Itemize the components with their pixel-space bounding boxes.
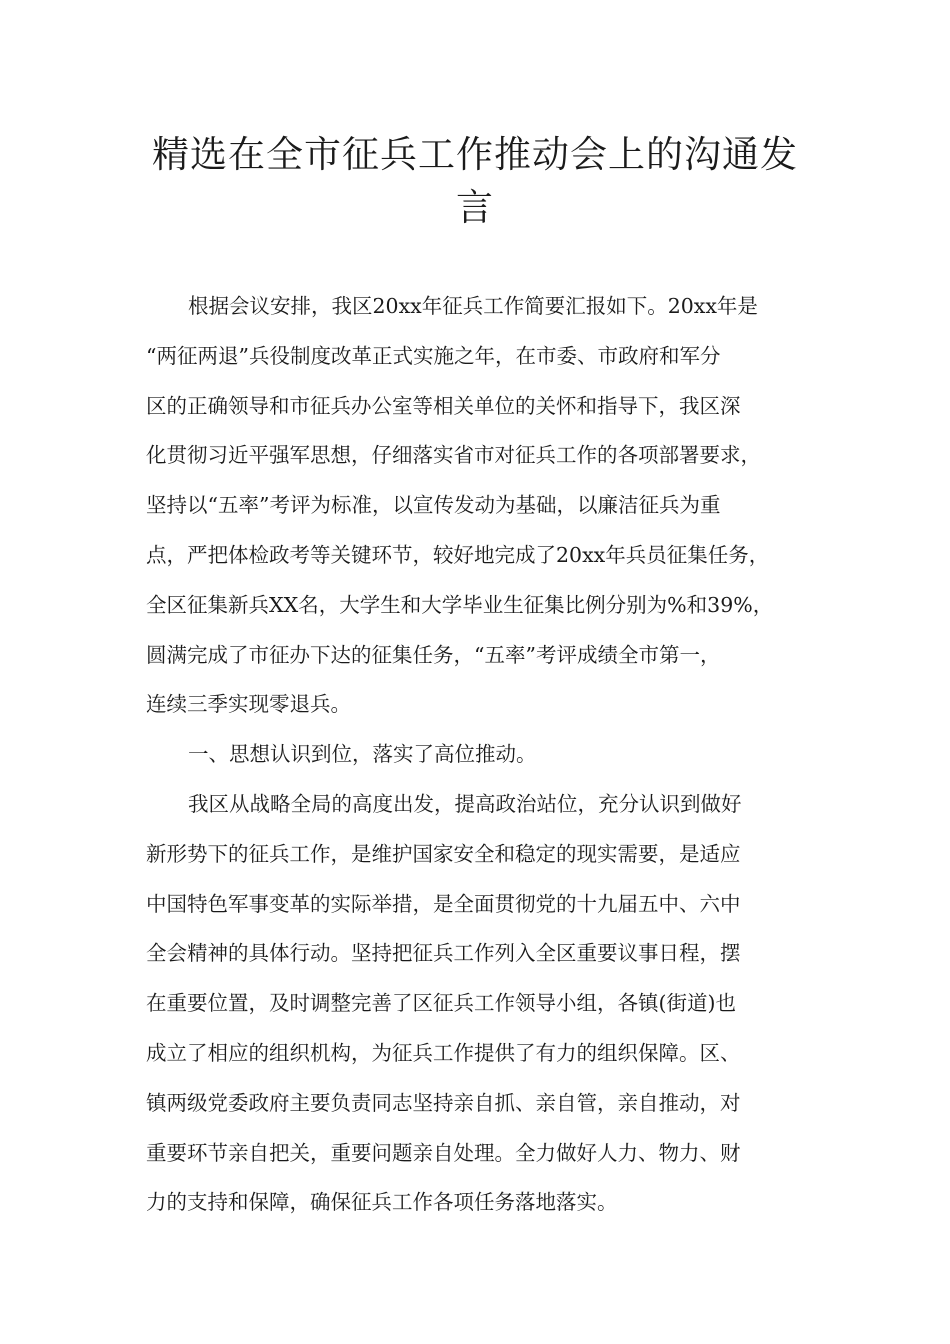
text-line: 新形势下的征兵工作，是维护国家安全和稳定的现实需要，是适应 <box>146 841 741 866</box>
title-line: 言 <box>456 186 494 229</box>
document-body <box>146 282 826 1228</box>
text-line: 全会精神的具体行动。坚持把征兵工作列入全区重要议事日程，摆 <box>146 941 741 966</box>
paragraph-section-1 <box>146 780 826 1228</box>
text-line: 中国特色军事变革的实际举措，是全面贯彻党的十九届五中、六中 <box>146 891 741 916</box>
paragraph-intro <box>146 282 826 730</box>
text-line: 重要环节亲自把关，重要问题亲自处理。全力做好人力、物力、财 <box>146 1140 741 1165</box>
section-heading-1 <box>146 730 826 780</box>
text-line: 化贯彻习近平强军思想，仔细落实省市对征兵工作的各项部署要求， <box>146 443 761 468</box>
text-line: 我区从战略全局的高度出发，提高政治站位，充分认识到做好 <box>188 791 742 816</box>
text-line: 在重要位置，及时调整完善了区征兵工作领导小组，各镇(街道)也 <box>146 991 736 1016</box>
text-line: 连续三季实现零退兵。 <box>146 692 351 717</box>
title-line: 精选在全市征兵工作推动会上的沟通发 <box>152 133 798 176</box>
text-line: 全区征集新兵XX名，大学生和大学毕业生征集比例分别为%和39%， <box>146 592 774 617</box>
text-line: 镇两级党委政府主要负责同志坚持亲自抓、亲自管，亲自推动，对 <box>146 1090 741 1115</box>
text-line: “两征两退”兵役制度改革正式实施之年，在市委、市政府和军分 <box>146 343 721 368</box>
text-line: 成立了相应的组织机构，为征兵工作提供了有力的组织保障。区、 <box>146 1040 741 1065</box>
text-line: 点，严把体检政考等关键环节，较好地完成了20xx年兵员征集任务， <box>146 542 770 567</box>
text-line: 力的支持和保障，确保征兵工作各项任务落地落实。 <box>146 1190 618 1215</box>
section-heading: 一、思想认识到位，落实了高位推动。 <box>188 742 537 767</box>
text-line: 根据会议安排，我区20xx年征兵工作简要汇报如下。20xx年是 <box>188 294 758 318</box>
text-line: 区的正确领导和市征兵办公室等相关单位的关怀和指导下，我区深 <box>146 393 741 418</box>
document-title <box>140 128 810 234</box>
text-line: 圆满完成了市征办下达的征集任务，“五率”考评成绩全市第一， <box>146 642 721 667</box>
text-line: 坚持以“五率”考评为标准，以宣传发动为基础，以廉洁征兵为重 <box>146 493 721 518</box>
